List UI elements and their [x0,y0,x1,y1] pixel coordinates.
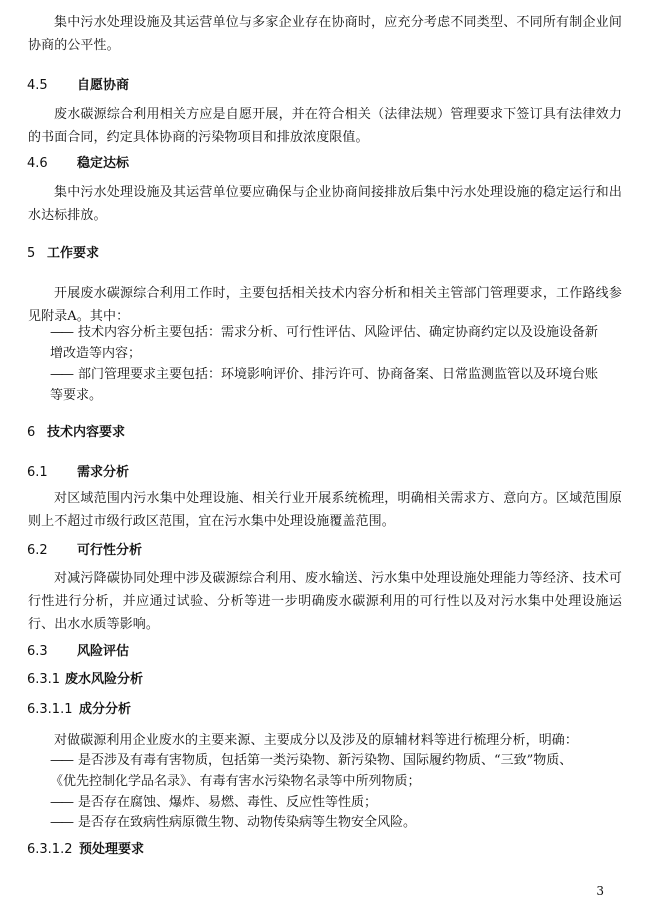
heading-6-3 [27,643,129,661]
list-item-text: 是否存在致病性病原微生物、动物传染病等生物安全风险。 [78,815,417,830]
paragraph-6-2: 对减污降碳协同处理中涉及碳源综合利用、废水输送、污水集中处理设施处理能力等经济、技术可行性进行分析，并应通过试验、分析等进一步明确废水碳源利用的可行性以及对污水集中处理设施运行、出水水质等影响。 [28,571,622,632]
list-item-continuation: 等要求。 [50,388,103,403]
heading-title: 技术内容要求 [47,425,126,440]
heading-number: 6.2 [27,543,48,558]
list-item [50,322,650,364]
list-item-text: 是否涉及有毒有害物质，包括第一类污染物、新污染物、国际履约物质、“三致”物质、 [78,753,573,768]
heading-5 [27,245,99,263]
list-item [50,750,650,792]
dash-marker: —— [50,753,72,768]
dash-marker: —— [50,325,72,340]
heading-number: 4.6 [27,156,48,171]
heading-number: 6.3.1.2 [27,842,73,857]
list-item-text: 部门管理要求主要包括：环境影响评价、排污许可、协商备案、日常监测监管以及环境台账 [78,367,599,382]
paragraph-6-3-1-1: 对做碳源利用企业废水的主要来源、主要成分以及涉及的原辅材料等进行梳理分析，明确： [54,733,579,748]
heading-number: 4.5 [27,78,48,93]
heading-6-2 [27,542,142,560]
heading-title: 成分分析 [79,702,132,717]
heading-6-3-1 [27,671,143,689]
paragraph-4-5: 废水碳源综合利用相关方应是自愿开展，并在符合相关（法律法规）管理要求下签订具有法律效力的书面合同，约定具体协商的污染物项目和排放浓度限值。 [28,107,622,145]
heading-6-1 [27,464,129,482]
heading-4-6 [27,155,129,173]
dash-marker: —— [50,367,72,382]
heading-4-5 [27,77,129,95]
list-item-text: 技术内容分析主要包括：需求分析、可行性评估、风险评估、确定协商约定以及设施设备新 [78,325,599,340]
heading-number: 6.1 [27,465,48,480]
heading-number: 6.3.1.1 [27,702,73,717]
heading-number: 6.3.1 [27,672,61,687]
heading-number: 6.3 [27,644,48,659]
list-item-continuation: 《优先控制化学品名录》、有毒有害水污染物名录等中所列物质； [50,774,421,789]
list-item-continuation: 增改造等内容； [50,346,142,361]
dash-marker: —— [50,795,72,810]
heading-title: 工作要求 [47,246,100,261]
heading-title: 可行性分析 [77,543,143,558]
heading-title: 预处理要求 [79,842,145,857]
heading-title: 稳定达标 [77,156,130,171]
dash-marker: —— [50,815,72,830]
list-item [50,812,650,833]
heading-title: 自愿协商 [77,78,130,93]
heading-number: 6 [27,425,36,440]
heading-title: 废水风险分析 [65,672,144,687]
paragraph-6-1: 对区域范围内污水集中处理设施、相关行业开展系统梳理，明确相关需求方、意向方。区域范围原则上不超过市级行政区范围，宜在污水集中处理设施覆盖范围。 [28,491,622,529]
heading-number: 5 [27,246,36,261]
page-number: 3 [596,884,604,898]
heading-6-3-1-1 [27,701,131,719]
heading-title: 风险评估 [77,644,130,659]
list-item [50,792,650,813]
heading-6 [27,424,125,442]
paragraph-4-6: 集中污水处理设施及其运营单位要应确保与企业协商间接排放后集中污水处理设施的稳定运行和出水达标排放。 [28,185,622,223]
paragraph-fairness: 集中污水处理设施及其运营单位与多家企业存在协商时，应充分考虑不同类型、不同所有制企业间协商的公平性。 [28,15,622,53]
heading-6-3-1-2 [27,841,144,859]
paragraph-5: 开展废水碳源综合利用工作时，主要包括相关技术内容分析和相关主管部门管理要求，工作路线参见附录A。其中： [28,286,622,324]
list-item-text: 是否存在腐蚀、爆炸、易燃、毒性、反应性等性质； [78,795,378,810]
heading-title: 需求分析 [77,465,130,480]
list-item [50,364,650,406]
